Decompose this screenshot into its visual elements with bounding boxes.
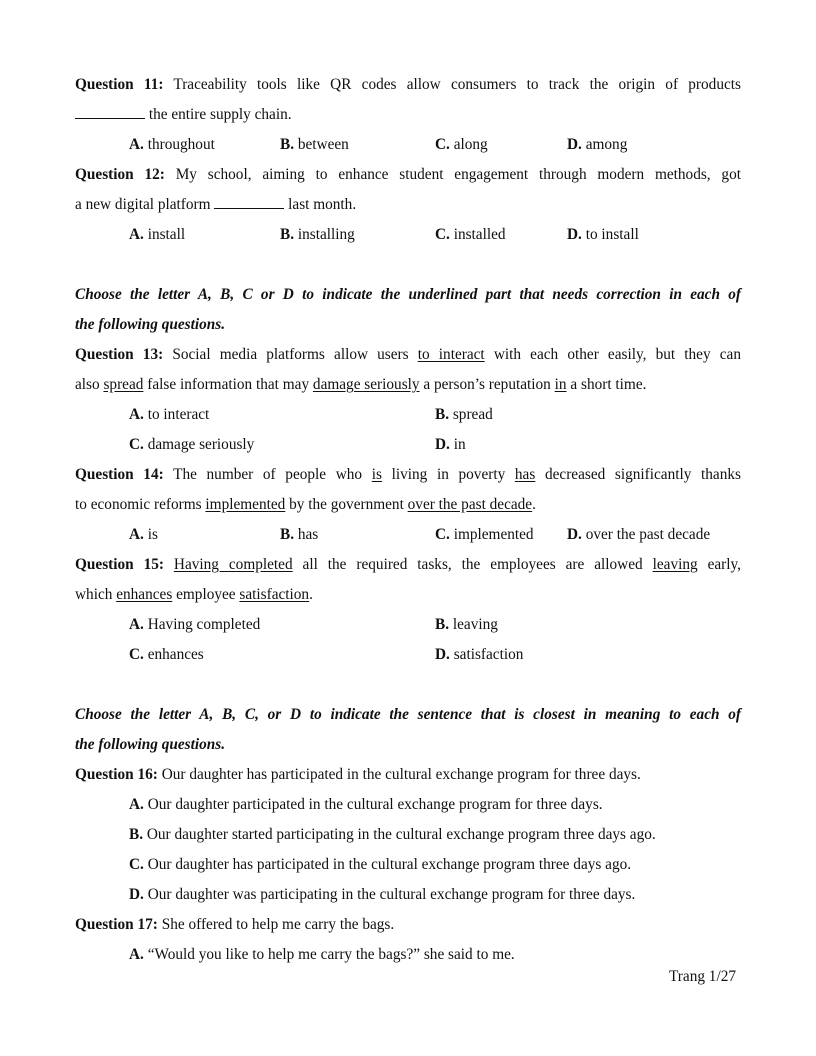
question-label: Question 14: — [75, 466, 164, 483]
spacer — [75, 670, 741, 700]
option-text: Our daughter started participating in the cultural exchange program three days ago. — [146, 826, 656, 843]
option-d[interactable] — [567, 220, 639, 250]
question-label: Question 11: — [75, 76, 164, 93]
option-letter: B. — [435, 616, 450, 633]
q13-line2 — [75, 370, 741, 400]
underlined-part: is — [371, 466, 382, 483]
q12-options — [75, 220, 741, 250]
option-text: leaving — [452, 616, 498, 633]
option-letter: A. — [129, 796, 144, 813]
option-b[interactable] — [75, 820, 741, 850]
option-text: throughout — [147, 136, 215, 153]
q13-options-row1 — [75, 400, 741, 430]
q14-options — [75, 520, 741, 550]
option-a[interactable] — [75, 790, 741, 820]
option-a[interactable] — [129, 610, 260, 640]
q13-options-row2 — [75, 430, 741, 460]
underlined-part: to interact — [417, 346, 485, 363]
question-label: Question 16: — [75, 766, 158, 783]
option-d[interactable] — [75, 880, 741, 910]
instruction-line1: Choose the letter A, B, C or D to indicate the underlined part that needs correction in each of — [75, 286, 741, 303]
option-letter: C. — [435, 226, 450, 243]
option-text: among — [585, 136, 628, 153]
underlined-part: damage seriously — [312, 376, 420, 393]
option-text: install — [147, 226, 186, 243]
instruction-line1: Choose the letter A, B, C, or D to indicate the sentence that is closest in meaning to each of — [75, 706, 741, 723]
question-text: The number of people who — [173, 466, 363, 483]
question-text: all the required tasks, the employees are allowed — [302, 556, 643, 573]
option-a[interactable] — [129, 130, 215, 160]
option-b[interactable] — [435, 610, 498, 640]
q13-line1 — [75, 340, 741, 370]
question-text: Our daughter has participated in the cultural exchange program for three days. — [161, 766, 641, 783]
option-a[interactable] — [129, 220, 185, 250]
option-letter: B. — [280, 226, 295, 243]
option-letter: B. — [280, 136, 295, 153]
option-c[interactable] — [435, 520, 534, 550]
q15-line1 — [75, 550, 741, 580]
question-text: to economic reforms — [75, 496, 202, 513]
question-label: Question 12: — [75, 166, 165, 183]
question-text: employee — [176, 586, 236, 603]
option-letter: A. — [129, 406, 144, 423]
option-text: implemented — [453, 526, 534, 543]
question-text: last month. — [288, 196, 357, 213]
question-label: Question 15: — [75, 556, 164, 573]
spacer — [75, 250, 741, 280]
question-text: with each other easily, but they can — [493, 346, 741, 363]
option-letter: B. — [435, 406, 450, 423]
option-letter: C. — [435, 136, 450, 153]
option-a[interactable] — [129, 400, 209, 430]
question-text: a new digital platform — [75, 196, 211, 213]
option-b[interactable] — [280, 130, 349, 160]
option-text: in — [453, 436, 466, 453]
option-text: installed — [453, 226, 506, 243]
question-text: My school, aiming to enhance student engagement through modern methods, got — [175, 166, 741, 183]
option-letter: D. — [435, 646, 450, 663]
option-letter: A. — [129, 526, 144, 543]
option-letter: D. — [129, 886, 144, 903]
underlined-part: enhances — [116, 586, 173, 603]
option-text: “Would you like to help me carry the bags?” she said to me. — [147, 946, 515, 963]
instruction-line2: the following questions. — [75, 736, 226, 753]
option-c[interactable] — [435, 130, 488, 160]
option-letter: D. — [567, 226, 582, 243]
option-text: spread — [452, 406, 493, 423]
exam-page — [75, 70, 741, 970]
option-c[interactable] — [75, 850, 741, 880]
option-d[interactable] — [435, 640, 523, 670]
question-text: . — [532, 496, 536, 513]
q14-line1 — [75, 460, 741, 490]
underlined-part: leaving — [652, 556, 698, 573]
q14-line2 — [75, 490, 741, 520]
option-letter: D. — [567, 526, 582, 543]
q11-line2 — [75, 100, 741, 130]
answer-blank — [75, 106, 145, 119]
option-text: installing — [297, 226, 355, 243]
option-text: Our daughter participated in the cultural exchange program for three days. — [147, 796, 603, 813]
question-text: which — [75, 586, 113, 603]
option-text: Our daughter was participating in the cultural exchange program for three days. — [147, 886, 636, 903]
underlined-part: Having completed — [173, 556, 293, 573]
option-b[interactable] — [280, 220, 355, 250]
question-text: Traceability tools like QR codes allow consumers to track the origin of products — [173, 76, 741, 93]
option-a[interactable] — [129, 520, 158, 550]
option-text: Having completed — [147, 616, 261, 633]
option-letter: D. — [435, 436, 450, 453]
question-text: Social media platforms allow users — [172, 346, 409, 363]
question-text: early, — [707, 556, 741, 573]
question-text: a person’s reputation — [423, 376, 551, 393]
option-letter: A. — [129, 616, 144, 633]
option-letter: B. — [129, 826, 144, 843]
underlined-part: implemented — [205, 496, 286, 513]
question-label: Question 13: — [75, 346, 164, 363]
question-text: decreased significantly thanks — [544, 466, 741, 483]
option-a[interactable] — [75, 940, 741, 970]
q15-options-row2 — [75, 640, 741, 670]
answer-blank — [214, 196, 284, 209]
option-text: has — [297, 526, 319, 543]
question-text: living in poverty — [391, 466, 506, 483]
option-d[interactable] — [567, 520, 710, 550]
q12-line1 — [75, 160, 741, 190]
question-text: also — [75, 376, 100, 393]
option-text: damage seriously — [147, 436, 255, 453]
question-text: the entire supply chain. — [148, 106, 292, 123]
question-label: Question 17: — [75, 916, 158, 933]
option-b[interactable] — [435, 400, 493, 430]
option-text: along — [453, 136, 488, 153]
option-text: over the past decade — [585, 526, 711, 543]
option-text: to install — [585, 226, 639, 243]
question-text: She offered to help me carry the bags. — [161, 916, 395, 933]
underlined-part: in — [554, 376, 567, 393]
option-text: enhances — [147, 646, 204, 663]
option-letter: C. — [129, 646, 144, 663]
q11-options — [75, 130, 741, 160]
option-c[interactable] — [129, 430, 254, 460]
q11-line1 — [75, 70, 741, 100]
option-text: to interact — [147, 406, 210, 423]
option-c[interactable] — [435, 220, 506, 250]
underlined-part: spread — [103, 376, 144, 393]
option-text: satisfaction — [453, 646, 524, 663]
q15-line2 — [75, 580, 741, 610]
question-text: . — [309, 586, 313, 603]
question-text: a short time. — [570, 376, 647, 393]
q16-stem — [75, 760, 741, 790]
option-d[interactable] — [435, 430, 466, 460]
option-text: is — [147, 526, 158, 543]
underlined-part: over the past decade — [407, 496, 533, 513]
question-text: by the government — [289, 496, 404, 513]
q17-stem — [75, 910, 741, 940]
page-number: Trang 1/27 — [669, 968, 737, 985]
instruction-line2: the following questions. — [75, 316, 226, 333]
option-letter: A. — [129, 226, 144, 243]
option-letter: C. — [435, 526, 450, 543]
option-b[interactable] — [280, 520, 318, 550]
option-letter: D. — [567, 136, 582, 153]
option-letter: C. — [129, 856, 144, 873]
underlined-part: has — [514, 466, 536, 483]
option-letter: C. — [129, 436, 144, 453]
option-text: between — [297, 136, 349, 153]
question-text: false information that may — [147, 376, 310, 393]
option-d[interactable] — [567, 130, 627, 160]
q15-options-row1 — [75, 610, 741, 640]
option-text: Our daughter has participated in the cultural exchange program three days ago. — [147, 856, 632, 873]
option-letter: A. — [129, 946, 144, 963]
option-letter: B. — [280, 526, 295, 543]
option-c[interactable] — [129, 640, 204, 670]
q12-line2 — [75, 190, 741, 220]
underlined-part: satisfaction — [239, 586, 310, 603]
option-letter: A. — [129, 136, 144, 153]
